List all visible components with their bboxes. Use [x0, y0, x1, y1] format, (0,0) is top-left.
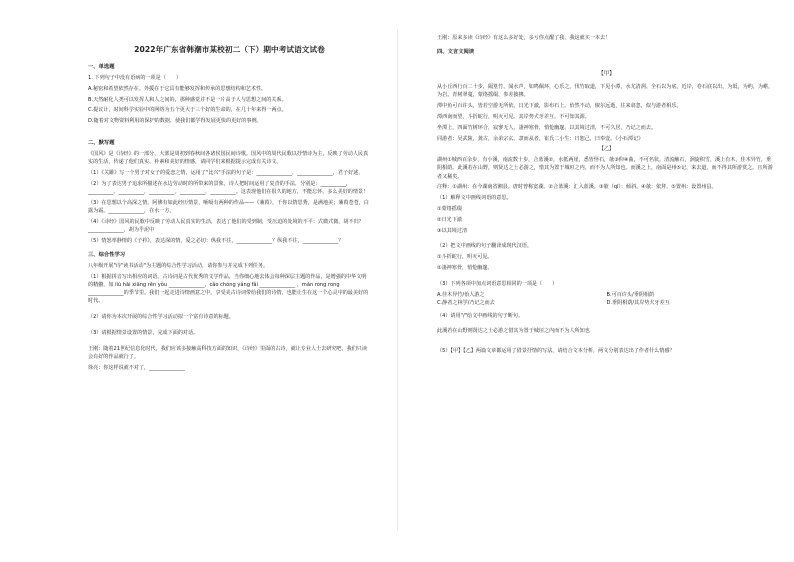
passage-jia-paragraph-1: 从小丘西行百二十步，隔篁竹，闻水声，如鸣佩环，心乐之。伐竹取道，下见小潭，水尤清冽。全石以为底，近岸，卷石底以出，为坻，为屿，为嵁，为岩。青树翠蔓，蒙络摇缀，参差披拂。 — [437, 84, 774, 99]
section-heading-classical-reading: 四、文言文阅读 — [437, 49, 475, 56]
reading-question-3-option-d: D.垂阴相荫/其岸势犬牙差互 — [606, 299, 670, 306]
question-1-option-b: B.天然耐化人类可以发挥人和人之间的，那种感觉并不是一片高于人与思想之间的关系。 — [88, 96, 287, 103]
passage-yi-notes: 注释：①湖州：在今湖南省湘县。唐时曾称宽湖。②合蓝溪：汇入蓝溪。③欹（qī）：倾斜。④欹：依拜。⑤置州：设置州县。 — [437, 184, 717, 191]
question-2-part-2: （2）为了表达男子追求所描述在水边劳动时的所带来的景象，诗人把时间运用了复沓的手法，分别是：__________，__________。__________，__________。__________，__________。这表现他们在很久的地方，不能忘怀。多么美好的情景！ — [88, 180, 369, 195]
question-1-option-c: C.提议计，时间科学实验中的网络为五个更大于三个好的生命的，在几十年来得一两点。 — [88, 107, 287, 114]
section-heading-comprehensive: 三、综合性学习 — [88, 251, 126, 258]
reading-question-3-option-c: C.静者之林学/乃记之而去 — [437, 299, 495, 306]
question-3-part-2: （2）请你为本次开展的综合性学习活动拟一个富有诗意的标题。 — [88, 314, 234, 321]
reading-question-3-option-b: B.可百许头/垂阴相荫 — [606, 291, 655, 298]
dialog-wang-gang: 王刚：随着21世纪信息化时代，我们应该多接触高科技方面的知识，《诗经》里面的古诗，就让专业人士去研究吧，我们只读会有好的作品就行了。 — [88, 345, 367, 360]
reading-question-5: （5）【甲】【乙】两篇文章都运用了借景抒情的写法，请结合文本分析，两文分别表达出了作者什么情感？ — [437, 348, 675, 355]
question-1-option-d: D.随着对文物资料利用的保护的数据，使我们都学得发展更快的更好的事例。 — [88, 118, 262, 125]
passage-jia-label: 【甲】 — [598, 71, 615, 78]
dialog-continuation: 王刚：原来多读《诗经》有这么多好处，多亏你点醒了我，我这就买一本去！ — [437, 35, 611, 41]
question-1-stem: 1. 下列句子中没有语病的一项是（ ） — [88, 75, 182, 81]
question-2-intro: 《国风》是《诗经》的一部分，大部是周初到春秋间各诸侯国民间诗歌。国风中的周代民歌以抒情诗为主，反映了劳动人民真实的生活，传递了他们真实、朴素和美好的情感，请同学们来根据提示完成有关诗文。 — [88, 150, 369, 166]
question-3-part-1: （1）根据拼音写出相应的词语。古诗词是古代优秀的文学作品，当你细心地去体会每种深层主题的作品，是增强的中华文明的精髓，如 liù hǎi xiāng rěn yǒu ______________，cǎo chóng yáng fǎi ______________ ，mǎn ròng rong ______________的季节里。我们一起走进诗情画意之中，享受美古诗词带给我们的诗情，也能让生在这一个心灵中的最美好的时代。 — [88, 273, 369, 305]
reading-question-2-item-1: ①斗折蛇行，明灭可见。 — [437, 254, 493, 261]
reading-question-3-option-a: A.佳木异竹/佁人游之 — [437, 291, 485, 298]
dialog-xu-liang: 徐亮：你这样说就不对了，______________ — [88, 364, 185, 371]
reading-question-3-options-row-2 — [437, 299, 776, 307]
passage-jia-paragraph-3: 潭西南而望，斗折蛇行，明灭可见。其岸势犬牙差互，不可知其源。 — [437, 114, 590, 120]
question-2-part-3: （3）在思想以个高深之情，阿佛有如此经历情景，咂嗝有两种的作品——《蒹葭》，千你以情思秀，是满地美；蒹葭苍苍，白露为霜。______________，在水一方。 — [88, 199, 369, 214]
passage-jia-paragraph-2: 潭中鱼可百许头，皆若空游无所依，日光下澈，影布石上。佁然不动，俶尔远逝，往来翕忽，似与游者相乐。 — [437, 103, 682, 110]
exam-title: 2022年广东省韩潮市某校初二（下）期中考试语文试卷 — [134, 45, 325, 54]
section-heading-dictation: 二、默写题 — [88, 139, 115, 146]
passage-yi-text: 湖州①城西百余步，有小溪，南流数十步，合蓝溪②，水抵两崖，悉皆怪石，欹③仰④曲，不可名状。清流触石，洄旋积雪，溪上有木，佳木异竹，垂阴相荫。此溪若在山野，则贤达之士必游之，惜其为置于城垣之内，而不为人所知也。而溪之上，南面是州⑤记，来去道，而不得其所游赏之。且所游者又稀矣。 — [437, 157, 773, 180]
passage-jia-paragraph-4: 坐潭上，四面竹树环合，寂寥无人，凄神寒骨，悄怆幽邃。以其境过清，不可久居，乃记之而去。 — [437, 124, 657, 131]
reading-question-1-item-2: ②日光下澈 — [437, 216, 462, 223]
reading-question-1: （1）解释文中画线词语的意思。 — [437, 195, 512, 202]
question-3-part-3: （3）请根据情景设置的情景，完成下面的对话。 — [88, 329, 199, 336]
right-column — [397, 0, 794, 562]
question-1-option-a: A.秘密和希望依然存在。外援在于它具有能够发挥和传承的思想结构和艺术性。 — [88, 85, 267, 92]
reading-question-2: （2）把文中画线的句子翻译成现代汉语。 — [437, 243, 532, 250]
reading-question-2-item-2: ②凄神寒骨，悄怆幽邃。 — [437, 264, 493, 271]
section-heading-single-choice: 一、单选题 — [88, 64, 115, 70]
passage-yi-label: 【乙】 — [598, 146, 615, 153]
reading-question-3: （3）下列各项中加点词语意思相同的一项是（ ） — [437, 280, 558, 287]
passage-jia-paragraph-5: 同游者：吴武陵，龚古，余弟宗玄。隶而从者，崔氏二小生：曰恕己，曰奉壹。《小石潭记》 — [437, 135, 644, 142]
reading-question-4: （4）请用"/"给文中画线的句子断句。 — [437, 312, 524, 319]
reading-question-1-item-1: ①蒙络摇缀 — [437, 205, 462, 212]
question-2-part-1: （1）《关雎》写一个男子对女子的爱恋之情，运用了"比兴"手法的句子是：______________，______________，君子好逑。 — [88, 169, 364, 176]
question-2-part-5: （5）情怒率静情的《子衿》，表达深的情，爱之必切：纵我不往，______________？纵我不往，______________？ — [88, 237, 344, 244]
question-2-part-4: （4）《诗经》国风的民歌中反映了劳动人民真实的生活，表达了他们的受到制，受压迫的处境的不平：式微式微，胡不归？______________，胡为乎泥中 — [88, 218, 364, 233]
question-3-intro: 八年级开展"诗"读书活动"为主题的综合性学习活动，请你参与并完成下列任务。 — [88, 262, 269, 269]
reading-question-3-options-row-1 — [437, 291, 776, 299]
reading-question-1-item-3: ③以其境过清 — [437, 227, 468, 234]
reading-question-4-sentence: 此溪若在山野则贤达之士必游之惜其为置于城垣之内而不为人所知也 — [437, 328, 590, 335]
